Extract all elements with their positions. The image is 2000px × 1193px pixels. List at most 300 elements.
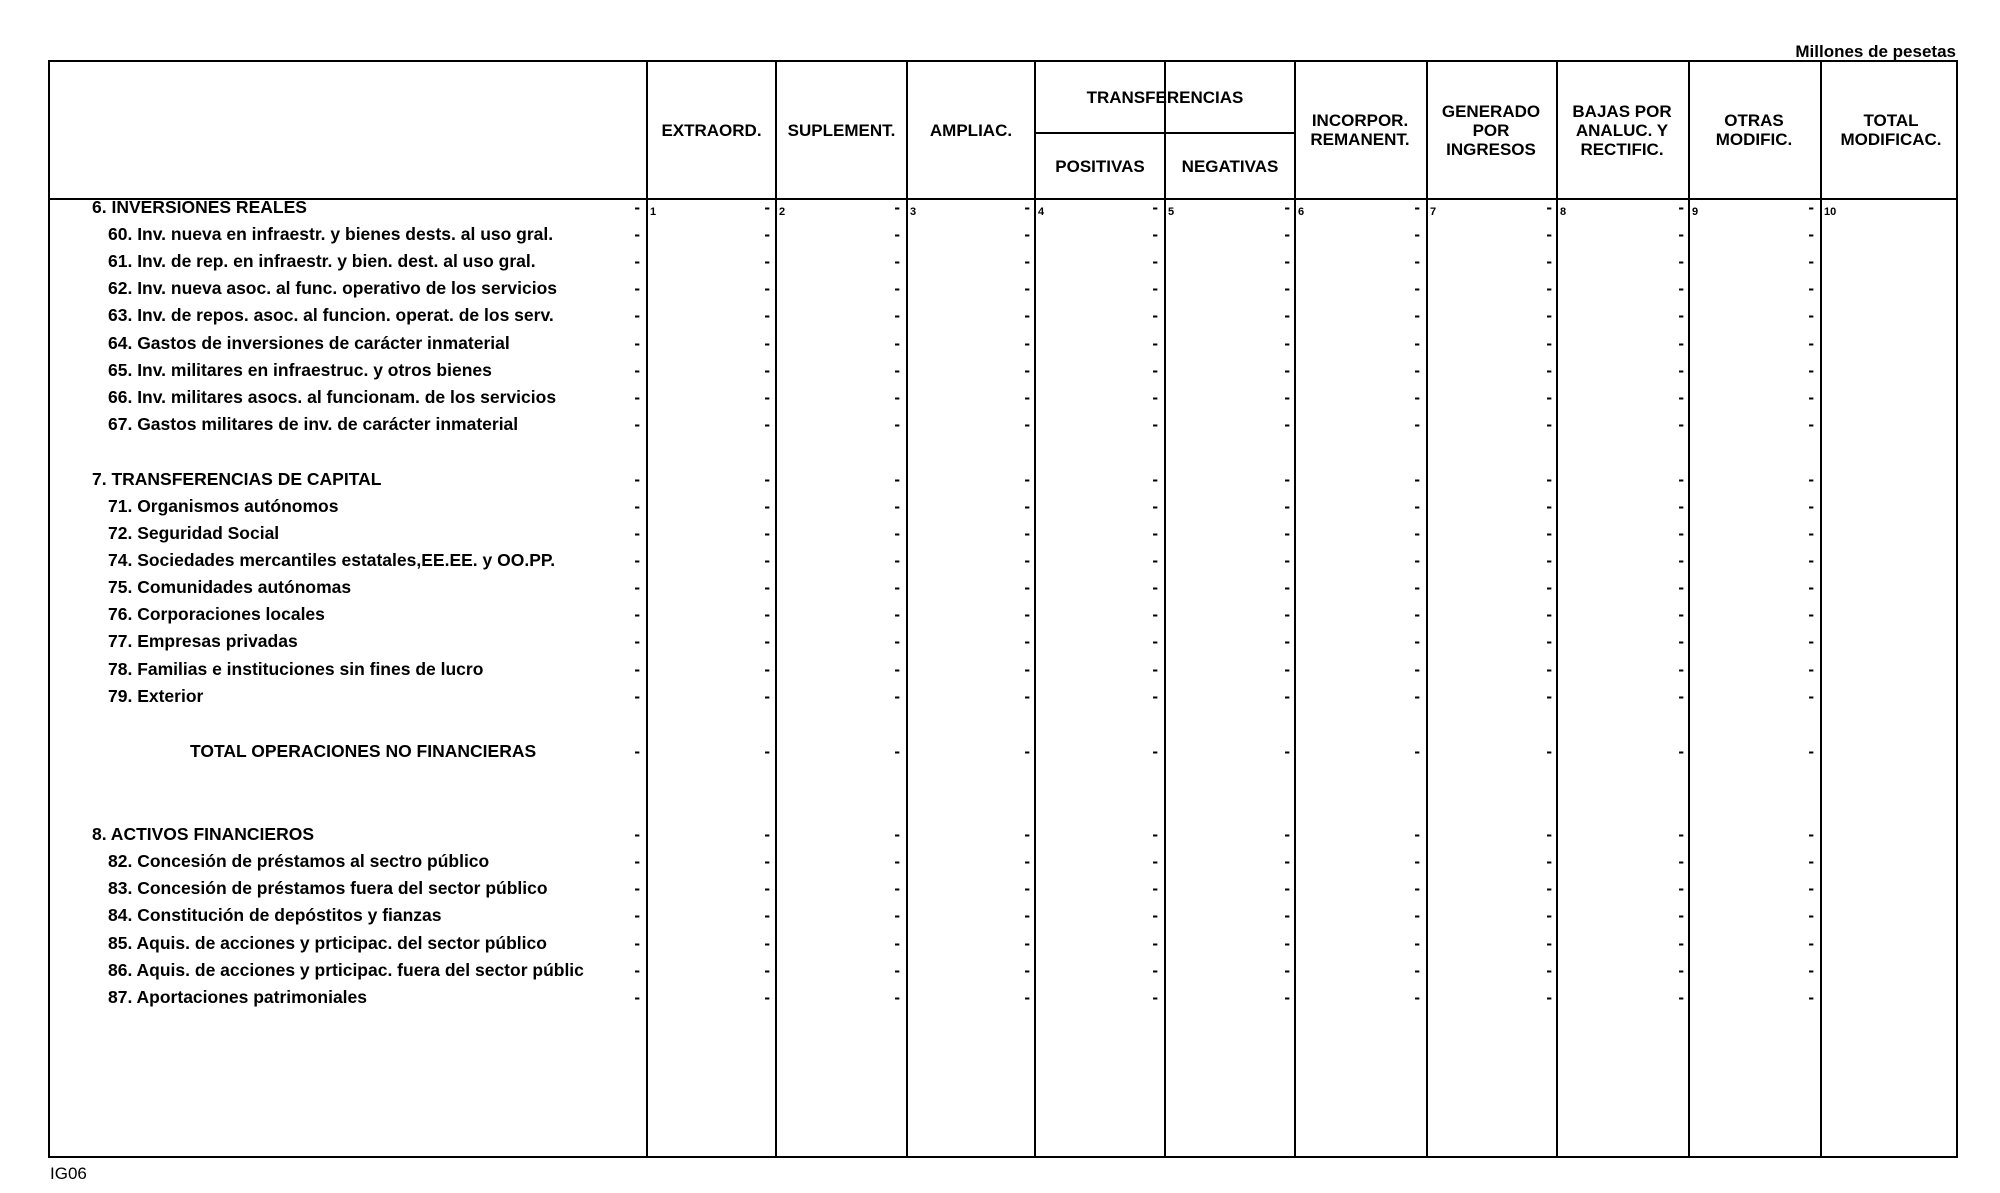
value-cell: - xyxy=(764,361,770,380)
table-row xyxy=(50,330,1956,357)
table-row xyxy=(50,411,1956,438)
value-cell: - xyxy=(1808,852,1814,871)
value-cell: - xyxy=(1546,825,1552,844)
table-row xyxy=(50,902,1956,929)
value-cell: - xyxy=(1152,852,1158,871)
value-cell: - xyxy=(1808,334,1814,353)
value-cell: - xyxy=(634,742,640,761)
value-cell: - xyxy=(764,578,770,597)
value-cell: - xyxy=(1678,879,1684,898)
value-cell: - xyxy=(764,306,770,325)
value-cell: - xyxy=(1024,906,1030,925)
value-cell: - xyxy=(894,578,900,597)
value-cell: - xyxy=(1414,415,1420,434)
value-cell: - xyxy=(1024,660,1030,679)
value-cell: - xyxy=(1414,306,1420,325)
value-cell: - xyxy=(1808,306,1814,325)
row-label: 64. Gastos de inversiones de carácter inmaterial xyxy=(108,333,510,353)
header-generado-por-ingresos: GENERADO POR INGRESOS xyxy=(1441,101,1541,159)
value-cell: - xyxy=(1284,632,1290,651)
value-cell: - xyxy=(1152,578,1158,597)
table-row xyxy=(50,357,1956,384)
value-cell: - xyxy=(1152,687,1158,706)
value-cell: - xyxy=(634,524,640,543)
value-cell: - xyxy=(1678,198,1684,217)
value-cell: - xyxy=(764,334,770,353)
value-cell: - xyxy=(1808,934,1814,953)
value-cell: - xyxy=(1414,334,1420,353)
value-cell: - xyxy=(634,361,640,380)
value-cell: - xyxy=(1414,825,1420,844)
value-cell: - xyxy=(1024,361,1030,380)
value-cell: - xyxy=(1414,879,1420,898)
value-cell: - xyxy=(1414,578,1420,597)
value-cell: - xyxy=(1546,934,1552,953)
table-row xyxy=(50,848,1956,875)
table-row xyxy=(50,984,1956,1011)
value-cell: - xyxy=(634,825,640,844)
value-cell: - xyxy=(1024,497,1030,516)
value-cell: - xyxy=(764,524,770,543)
value-cell: - xyxy=(764,687,770,706)
table-row xyxy=(50,520,1956,547)
value-cell: - xyxy=(1152,388,1158,407)
value-cell: - xyxy=(764,742,770,761)
value-cell: - xyxy=(1546,279,1552,298)
value-cell: - xyxy=(764,825,770,844)
value-cell: - xyxy=(1284,225,1290,244)
total-label: TOTAL OPERACIONES NO FINANCIERAS xyxy=(190,741,537,761)
value-cell: - xyxy=(1024,470,1030,489)
table-row xyxy=(50,738,1956,765)
value-cell: - xyxy=(1678,551,1684,570)
value-cell: - xyxy=(1414,988,1420,1007)
row-label: 66. Inv. militares asocs. al funcionam. de los servicios xyxy=(108,387,557,407)
table-row xyxy=(50,656,1956,683)
value-cell: - xyxy=(1024,961,1030,980)
value-cell: - xyxy=(1414,906,1420,925)
value-cell: - xyxy=(764,252,770,271)
value-cell: - xyxy=(1284,687,1290,706)
row-label: 61. Inv. de rep. en infraestr. y bien. dest. al uso gral. xyxy=(108,251,536,271)
value-cell: - xyxy=(1152,934,1158,953)
value-cell: - xyxy=(764,632,770,651)
value-cell: - xyxy=(1808,879,1814,898)
value-cell: - xyxy=(1808,961,1814,980)
value-cell: - xyxy=(894,225,900,244)
value-cell: - xyxy=(764,551,770,570)
value-cell: - xyxy=(634,632,640,651)
value-cell: - xyxy=(894,334,900,353)
header-suplement: SUPLEMENT. xyxy=(787,120,896,140)
value-cell: - xyxy=(764,198,770,217)
value-cell: - xyxy=(894,524,900,543)
value-cell: - xyxy=(1546,852,1552,871)
row-label: 63. Inv. de repos. asoc. al funcion. operat. de los serv. xyxy=(108,305,554,325)
value-cell: - xyxy=(1024,632,1030,651)
value-cell: - xyxy=(1414,632,1420,651)
value-cell: - xyxy=(1546,334,1552,353)
value-cell: - xyxy=(1284,906,1290,925)
value-cell: - xyxy=(1024,852,1030,871)
table-row xyxy=(50,384,1956,411)
value-cell: - xyxy=(1678,961,1684,980)
row-label: 83. Concesión de préstamos fuera del sector público xyxy=(108,878,548,898)
value-cell: - xyxy=(1808,988,1814,1007)
value-cell: - xyxy=(1546,551,1552,570)
value-cell: - xyxy=(1024,225,1030,244)
table-row xyxy=(50,194,1956,221)
value-cell: - xyxy=(1414,279,1420,298)
value-cell: - xyxy=(894,605,900,624)
value-cell: - xyxy=(1678,306,1684,325)
value-cell: - xyxy=(1152,961,1158,980)
value-cell: - xyxy=(894,415,900,434)
value-cell: - xyxy=(1024,279,1030,298)
header-otras-modific: OTRAS MODIFIC. xyxy=(1715,111,1793,149)
value-cell: - xyxy=(1024,742,1030,761)
value-cell: - xyxy=(1678,825,1684,844)
value-cell: - xyxy=(1678,852,1684,871)
value-cell: - xyxy=(1808,361,1814,380)
value-cell: - xyxy=(634,279,640,298)
value-cell: - xyxy=(764,660,770,679)
row-label: 71. Organismos autónomos xyxy=(108,496,339,516)
value-cell: - xyxy=(1024,415,1030,434)
value-cell: - xyxy=(1808,660,1814,679)
value-cell: - xyxy=(1678,906,1684,925)
value-cell: - xyxy=(1546,361,1552,380)
value-cell: - xyxy=(1284,334,1290,353)
value-cell: - xyxy=(1808,415,1814,434)
table-row xyxy=(50,248,1956,275)
value-cell: - xyxy=(634,906,640,925)
table-row xyxy=(50,574,1956,601)
value-cell: - xyxy=(1414,742,1420,761)
value-cell: - xyxy=(1024,334,1030,353)
value-cell: - xyxy=(1808,470,1814,489)
value-cell: - xyxy=(1546,687,1552,706)
value-cell: - xyxy=(634,934,640,953)
column-number: 2 xyxy=(779,206,786,218)
value-cell: - xyxy=(764,605,770,624)
value-cell: - xyxy=(894,497,900,516)
value-cell: - xyxy=(1414,660,1420,679)
value-cell: - xyxy=(1808,198,1814,217)
value-cell: - xyxy=(1808,742,1814,761)
value-cell: - xyxy=(1678,934,1684,953)
value-cell: - xyxy=(894,879,900,898)
value-cell: - xyxy=(634,306,640,325)
value-cell: - xyxy=(1808,551,1814,570)
column-number: 10 xyxy=(1824,206,1837,218)
value-cell: - xyxy=(894,934,900,953)
value-cell: - xyxy=(894,906,900,925)
value-cell: - xyxy=(1152,279,1158,298)
row-label: 79. Exterior xyxy=(108,686,204,706)
row-label: 74. Sociedades mercantiles estatales,EE.EE. y OO.PP. xyxy=(108,550,556,570)
value-cell: - xyxy=(1678,497,1684,516)
value-cell: - xyxy=(1678,578,1684,597)
header-incorpor-remanent: INCORPOR. REMANENT. xyxy=(1310,111,1410,149)
value-cell: - xyxy=(1152,198,1158,217)
value-cell: - xyxy=(1152,988,1158,1007)
value-cell: - xyxy=(764,225,770,244)
value-cell: - xyxy=(764,879,770,898)
value-cell: - xyxy=(1152,906,1158,925)
value-cell: - xyxy=(1024,687,1030,706)
row-label: 76. Corporaciones locales xyxy=(108,604,325,624)
value-cell: - xyxy=(1024,578,1030,597)
value-cell: - xyxy=(894,198,900,217)
header-ampliac: AMPLIAC. xyxy=(929,120,1013,140)
value-cell: - xyxy=(894,361,900,380)
value-cell: - xyxy=(1152,660,1158,679)
value-cell: - xyxy=(1808,578,1814,597)
header-extraord: EXTRAORD. xyxy=(661,120,762,140)
value-cell: - xyxy=(894,961,900,980)
value-cell: - xyxy=(1546,988,1552,1007)
value-cell: - xyxy=(1546,632,1552,651)
value-cell: - xyxy=(1546,961,1552,980)
value-cell: - xyxy=(1546,497,1552,516)
value-cell: - xyxy=(1152,632,1158,651)
value-cell: - xyxy=(1678,334,1684,353)
value-cell: - xyxy=(1024,825,1030,844)
value-cell: - xyxy=(894,551,900,570)
value-cell: - xyxy=(1152,524,1158,543)
value-cell: - xyxy=(1284,742,1290,761)
column-number: 1 xyxy=(650,206,657,218)
value-cell: - xyxy=(634,578,640,597)
value-cell: - xyxy=(1152,551,1158,570)
header-bajas: BAJAS POR ANALUC. Y RECTIFIC. xyxy=(1572,101,1672,159)
row-label: 85. Aquis. de acciones y prticipac. del sector público xyxy=(108,933,547,953)
value-cell: - xyxy=(1546,660,1552,679)
value-cell: - xyxy=(1024,605,1030,624)
value-cell: - xyxy=(894,306,900,325)
value-cell: - xyxy=(1414,605,1420,624)
value-cell: - xyxy=(1808,605,1814,624)
value-cell: - xyxy=(1808,524,1814,543)
value-cell: - xyxy=(1284,961,1290,980)
value-cell: - xyxy=(634,497,640,516)
value-cell: - xyxy=(764,988,770,1007)
value-cell: - xyxy=(1546,879,1552,898)
value-cell: - xyxy=(1284,825,1290,844)
value-cell: - xyxy=(1414,361,1420,380)
value-cell: - xyxy=(1024,551,1030,570)
value-cell: - xyxy=(1152,825,1158,844)
value-cell: - xyxy=(1152,252,1158,271)
value-cell: - xyxy=(1024,388,1030,407)
value-cell: - xyxy=(1808,497,1814,516)
section-label: 8. ACTIVOS FINANCIEROS xyxy=(92,824,315,844)
row-label: 65. Inv. militares en infraestruc. y otros bienes xyxy=(108,360,492,380)
value-cell: - xyxy=(1284,306,1290,325)
table-row xyxy=(50,493,1956,520)
value-cell: - xyxy=(1546,742,1552,761)
value-cell: - xyxy=(1284,660,1290,679)
value-cell: - xyxy=(634,415,640,434)
table-row xyxy=(50,875,1956,902)
value-cell: - xyxy=(634,388,640,407)
value-cell: - xyxy=(1678,988,1684,1007)
row-label: 84. Constitución de depóstitos y fianzas xyxy=(108,905,442,925)
value-cell: - xyxy=(894,388,900,407)
value-cell: - xyxy=(634,852,640,871)
value-cell: - xyxy=(1808,632,1814,651)
value-cell: - xyxy=(1546,524,1552,543)
value-cell: - xyxy=(634,605,640,624)
value-cell: - xyxy=(1284,415,1290,434)
value-cell: - xyxy=(1546,605,1552,624)
value-cell: - xyxy=(1284,524,1290,543)
table-row xyxy=(50,221,1956,248)
value-cell: - xyxy=(894,687,900,706)
value-cell: - xyxy=(1284,934,1290,953)
value-cell: - xyxy=(634,551,640,570)
value-cell: - xyxy=(1024,988,1030,1007)
value-cell: - xyxy=(1152,306,1158,325)
value-cell: - xyxy=(894,279,900,298)
value-cell: - xyxy=(634,470,640,489)
value-cell: - xyxy=(894,252,900,271)
value-cell: - xyxy=(1546,225,1552,244)
value-cell: - xyxy=(1152,742,1158,761)
value-cell: - xyxy=(1284,252,1290,271)
value-cell: - xyxy=(1024,524,1030,543)
value-cell: - xyxy=(634,961,640,980)
table-row xyxy=(50,601,1956,628)
table-row xyxy=(50,628,1956,655)
value-cell: - xyxy=(894,660,900,679)
value-cell: - xyxy=(1678,632,1684,651)
value-cell: - xyxy=(1152,225,1158,244)
value-cell: - xyxy=(634,225,640,244)
value-cell: - xyxy=(1414,524,1420,543)
value-cell: - xyxy=(1152,497,1158,516)
value-cell: - xyxy=(1152,879,1158,898)
table-row xyxy=(50,683,1956,710)
section-label: 7. TRANSFERENCIAS DE CAPITAL xyxy=(92,469,382,489)
value-cell: - xyxy=(894,632,900,651)
table-row xyxy=(50,302,1956,329)
value-cell: - xyxy=(634,988,640,1007)
row-label: 62. Inv. nueva asoc. al func. operativo de los servicios xyxy=(108,278,558,298)
value-cell: - xyxy=(1284,988,1290,1007)
value-cell: - xyxy=(764,906,770,925)
value-cell: - xyxy=(1678,279,1684,298)
value-cell: - xyxy=(764,470,770,489)
value-cell: - xyxy=(1152,334,1158,353)
value-cell: - xyxy=(1024,934,1030,953)
value-cell: - xyxy=(1678,361,1684,380)
value-cell: - xyxy=(1546,306,1552,325)
value-cell: - xyxy=(1414,551,1420,570)
row-label: 77. Empresas privadas xyxy=(108,631,298,651)
budget-modifications-table xyxy=(48,60,1958,1158)
value-cell: - xyxy=(1152,470,1158,489)
value-cell: - xyxy=(1284,852,1290,871)
value-cell: - xyxy=(1546,388,1552,407)
row-label: 75. Comunidades autónomas xyxy=(108,577,352,597)
row-label: 72. Seguridad Social xyxy=(108,523,280,543)
value-cell: - xyxy=(1678,225,1684,244)
table-row xyxy=(50,821,1956,848)
value-cell: - xyxy=(1284,470,1290,489)
column-number: 3 xyxy=(910,206,917,218)
row-label: 78. Familias e instituciones sin fines de lucro xyxy=(108,659,484,679)
value-cell: - xyxy=(1284,361,1290,380)
value-cell: - xyxy=(1678,388,1684,407)
value-cell: - xyxy=(1152,605,1158,624)
value-cell: - xyxy=(764,279,770,298)
value-cell: - xyxy=(1414,934,1420,953)
value-cell: - xyxy=(1284,279,1290,298)
value-cell: - xyxy=(1414,198,1420,217)
value-cell: - xyxy=(1678,687,1684,706)
row-label: 82. Concesión de préstamos al sectro público xyxy=(108,851,490,871)
row-label: 86. Aquis. de acciones y prticipac. fuera del sector públic xyxy=(108,960,584,980)
value-cell: - xyxy=(1678,415,1684,434)
value-cell: - xyxy=(1546,578,1552,597)
units-label: Millones de pesetas xyxy=(1795,42,1956,61)
value-cell: - xyxy=(764,961,770,980)
value-cell: - xyxy=(1678,524,1684,543)
header-positivas: POSITIVAS xyxy=(1055,156,1145,176)
value-cell: - xyxy=(1414,687,1420,706)
value-cell: - xyxy=(1808,252,1814,271)
value-cell: - xyxy=(1152,415,1158,434)
value-cell: - xyxy=(1546,198,1552,217)
value-cell: - xyxy=(1808,279,1814,298)
value-cell: - xyxy=(1414,961,1420,980)
value-cell: - xyxy=(1808,906,1814,925)
value-cell: - xyxy=(764,497,770,516)
row-label: 87. Aportaciones patrimoniales xyxy=(108,987,368,1007)
header-negativas: NEGATIVAS xyxy=(1181,156,1279,176)
value-cell: - xyxy=(1546,252,1552,271)
value-cell: - xyxy=(894,988,900,1007)
value-cell: - xyxy=(1284,578,1290,597)
value-cell: - xyxy=(1284,388,1290,407)
value-cell: - xyxy=(1808,825,1814,844)
value-cell: - xyxy=(1808,388,1814,407)
value-cell: - xyxy=(634,687,640,706)
value-cell: - xyxy=(1678,660,1684,679)
value-cell: - xyxy=(1414,497,1420,516)
table-row xyxy=(50,275,1956,302)
value-cell: - xyxy=(764,388,770,407)
value-cell: - xyxy=(1546,415,1552,434)
value-cell: - xyxy=(634,660,640,679)
value-cell: - xyxy=(634,198,640,217)
header-transferencias: TRANSFERENCIAS xyxy=(1086,87,1244,107)
value-cell: - xyxy=(1414,252,1420,271)
value-cell: - xyxy=(1546,470,1552,489)
table-row xyxy=(50,547,1956,574)
value-cell: - xyxy=(1414,470,1420,489)
value-cell: - xyxy=(1284,497,1290,516)
value-cell: - xyxy=(1284,551,1290,570)
value-cell: - xyxy=(1808,225,1814,244)
value-cell: - xyxy=(764,415,770,434)
value-cell: - xyxy=(634,252,640,271)
value-cell: - xyxy=(1808,687,1814,706)
value-cell: - xyxy=(1678,605,1684,624)
value-cell: - xyxy=(1678,470,1684,489)
